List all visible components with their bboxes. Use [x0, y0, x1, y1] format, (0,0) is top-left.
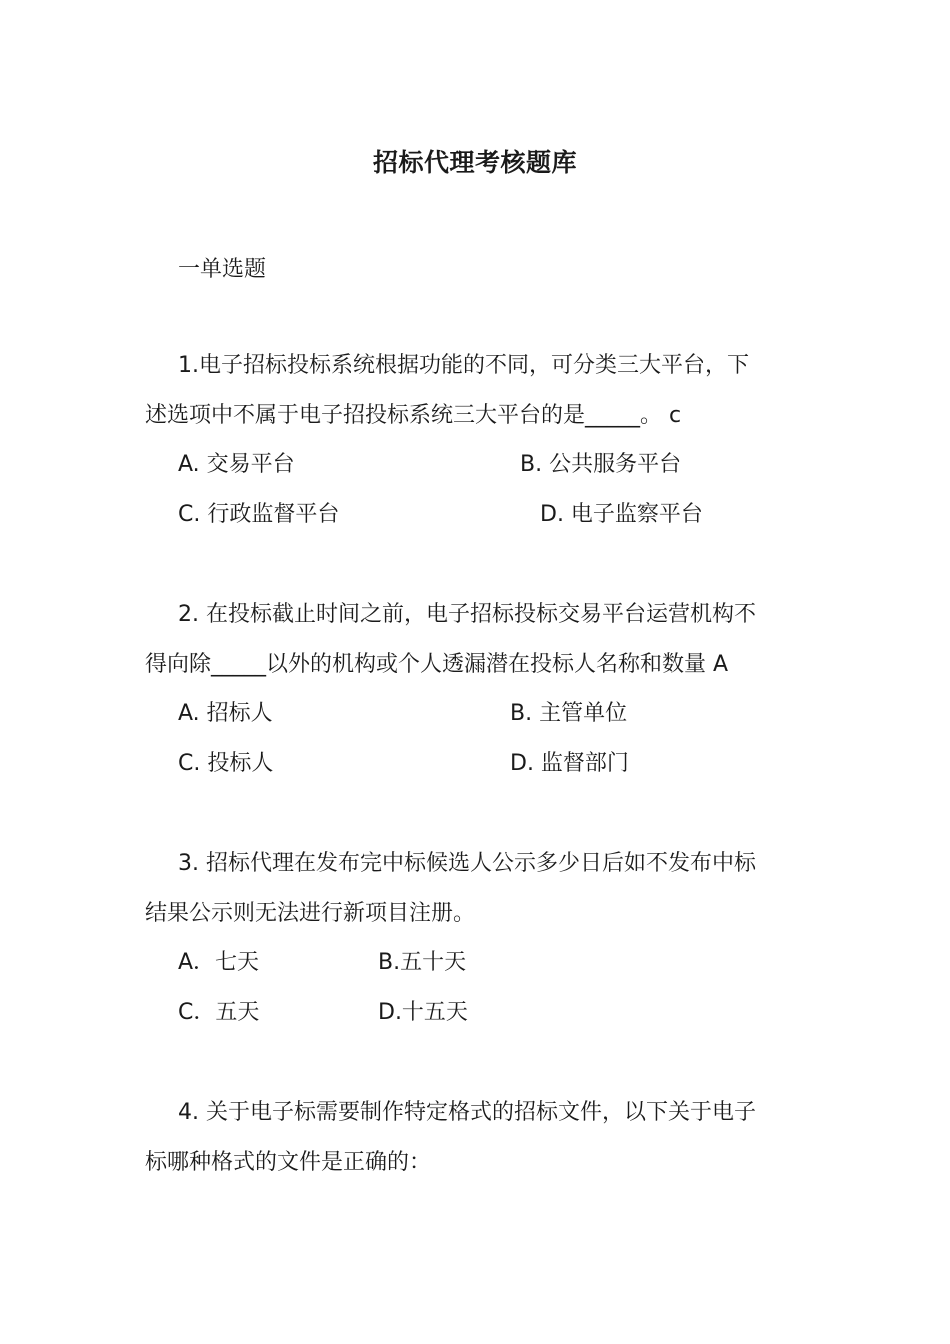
question-1-line-2: 述选项中不属于电子招投标系统三大平台的是_____。 c	[145, 403, 682, 428]
question-4-line-2: 标哪种格式的文件是正确的：	[145, 1150, 432, 1175]
question-2-option-c: C. 投标人	[178, 751, 274, 776]
question-3-line-1: 3. 招标代理在发布完中标候选人公示多少日后如不发布中标	[178, 851, 756, 876]
question-3-option-b: B.五十天	[378, 950, 467, 975]
question-2-line-1: 2. 在投标截止时间之前，电子招标投标交易平台运营机构不	[178, 602, 756, 627]
question-1-option-a: A. 交易平台	[178, 452, 295, 477]
section-heading: 一单选题	[178, 257, 267, 282]
question-3-option-d: D.十五天	[378, 1000, 468, 1025]
question-2-option-b: B. 主管单位	[510, 701, 628, 726]
question-2-option-a: A. 招标人	[178, 701, 273, 726]
document-title: 招标代理考核题库	[372, 148, 577, 177]
question-2-line-2: 得向除_____以外的机构或个人透漏潜在投标人名称和数量 A	[145, 652, 729, 677]
question-1-option-b: B. 公共服务平台	[520, 452, 682, 477]
question-1-line-1: 1.电子招标投标系统根据功能的不同，可分类三大平台，下	[178, 353, 749, 378]
question-4-line-1: 4. 关于电子标需要制作特定格式的招标文件，以下关于电子	[178, 1100, 756, 1125]
question-2-option-d: D. 监督部门	[510, 751, 629, 776]
question-3-line-2: 结果公示则无法进行新项目注册。	[145, 901, 476, 926]
question-3-option-a: A．七天	[178, 950, 260, 975]
question-3-option-c: C．五天	[178, 1000, 260, 1025]
question-1-option-c: C. 行政监督平台	[178, 502, 340, 527]
question-1-option-d: D. 电子监察平台	[540, 502, 703, 527]
